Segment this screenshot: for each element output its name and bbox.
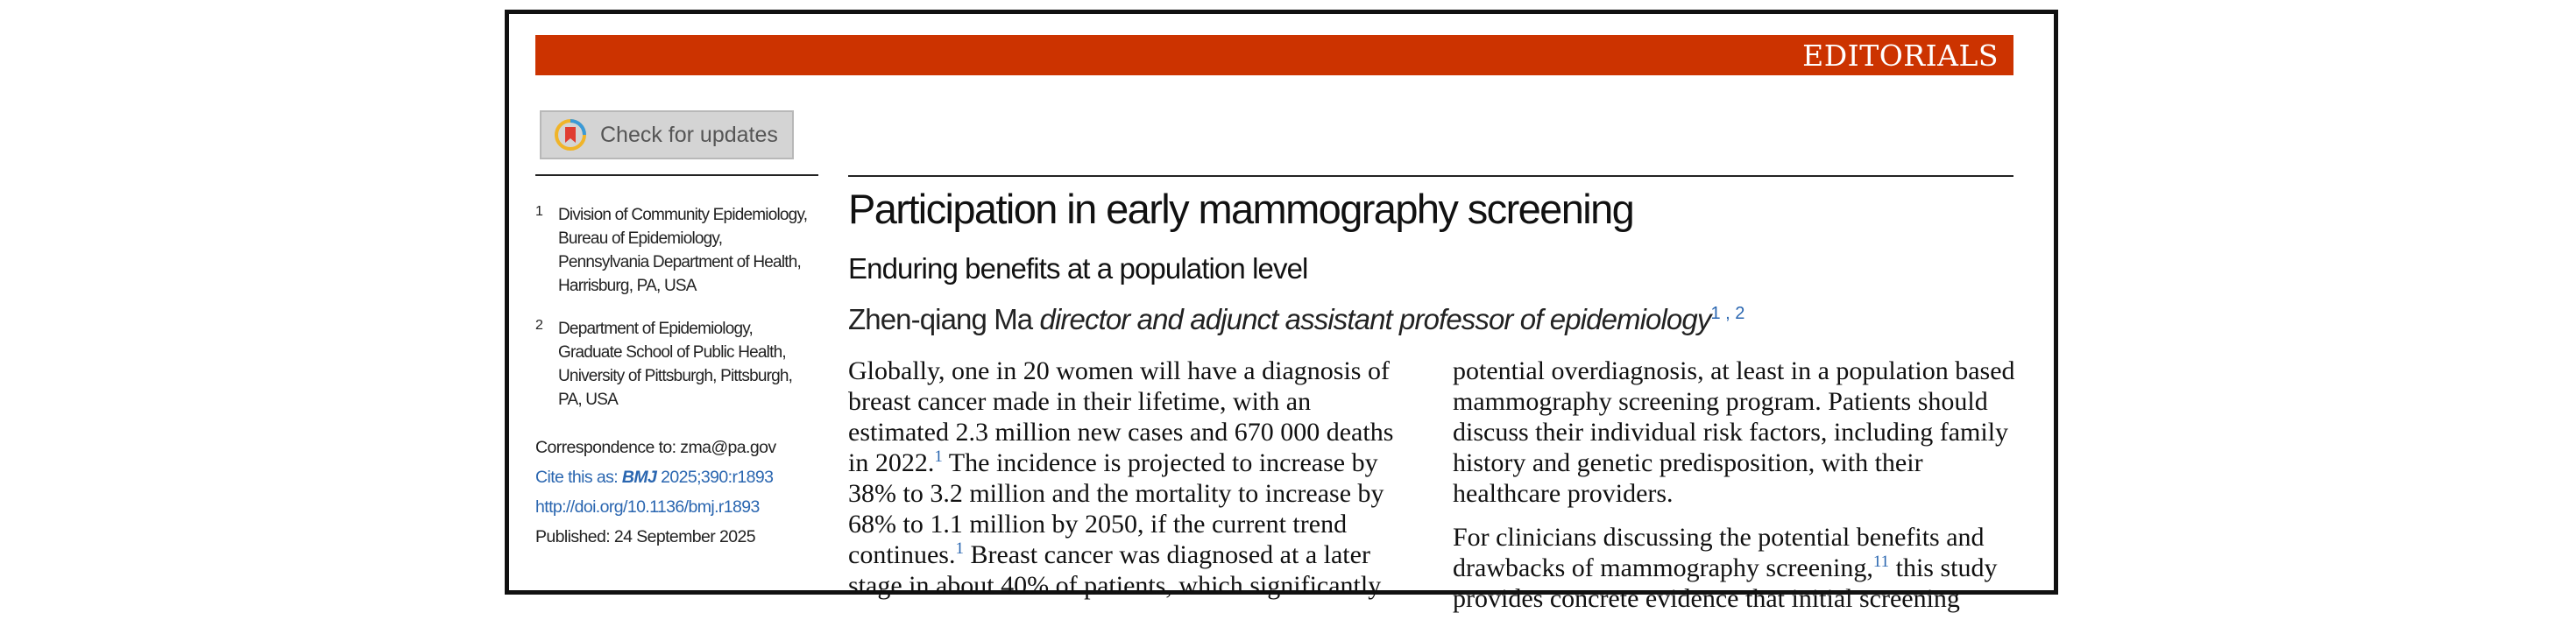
cite-reference: 2025;390:r1893 (661, 468, 774, 487)
text-run: Breast cancer was diagnosed at a later (963, 540, 1370, 569)
cite-journal: BMJ (621, 468, 657, 487)
text-line (1453, 583, 2022, 614)
text-run: continues. (848, 540, 956, 569)
text-run: The incidence is projected to increase by (942, 448, 1378, 477)
affiliation-text: Division of Community Epidemiology, Bureau of Epidemiology, Pennsylvania Department of Health, Harrisburg, PA, USA (558, 206, 808, 295)
text-run: this study (1889, 553, 1998, 582)
doi-link[interactable]: http://doi.org/10.1136/bmj.r1893 (535, 497, 760, 517)
article-page (505, 10, 2058, 613)
article-title: Participation in early mammography screening (848, 186, 1634, 232)
reference-link[interactable]: 1 (934, 447, 943, 466)
text-run: mammography screening program. Patients should (1453, 387, 1988, 416)
text-line (1453, 522, 2022, 553)
article-meta (535, 433, 824, 552)
body-paragraph (1453, 522, 2022, 614)
text-run: 38% to 3.2 million and the mortality to increase by (848, 479, 1384, 508)
text-run: history and genetic predisposition, with their (1453, 448, 1923, 477)
affiliation-item (535, 203, 824, 298)
text-line (848, 417, 1426, 447)
body-column-right (1453, 356, 2022, 627)
text-run: discuss their individual risk factors, including family (1453, 418, 2009, 447)
crossmark-icon (555, 119, 586, 151)
reference-link[interactable]: 1 (955, 539, 964, 558)
text-run: in 2022. (848, 448, 935, 477)
text-line (848, 447, 1426, 478)
author-byline (848, 303, 1744, 336)
text-line (1453, 478, 2022, 509)
text-run: stage in about 40% of patients, which significantly (848, 571, 1382, 600)
text-line (848, 386, 1426, 417)
text-run: 68% to 1.1 million by 2050, if the current trend (848, 510, 1348, 539)
author-affiliation-refs[interactable]: 1 , 2 (1710, 304, 1745, 323)
text-line (848, 356, 1426, 386)
text-run: Globally, one in 20 women will have a diagnosis of (848, 356, 1390, 385)
article-subtitle: Enduring benefits at a population level (848, 252, 1308, 285)
affiliation-item (535, 317, 824, 412)
text-run: For clinicians discussing the potential benefits and (1453, 523, 1985, 552)
text-line (1453, 386, 2022, 417)
affiliation-text: Department of Epidemiology, Graduate School of Public Health, University of Pittsburgh, Pittsburgh, PA, USA (558, 320, 793, 409)
affiliation-number: 1 (535, 204, 543, 219)
text-line (848, 539, 1426, 570)
text-run: healthcare providers. (1453, 479, 1674, 508)
affiliations (535, 203, 824, 431)
body-paragraph (848, 356, 1426, 601)
text-run: drawbacks of mammography screening, (1453, 553, 1873, 582)
author-name: Zhen-qiang Ma (848, 303, 1033, 335)
title-divider (848, 175, 2013, 177)
affiliation-number: 2 (535, 318, 543, 333)
check-for-updates-button[interactable] (540, 110, 794, 159)
text-run: provides concrete evidence that initial screening (1453, 584, 1960, 613)
text-line (848, 570, 1426, 601)
text-line (1453, 553, 2022, 583)
correspondence: Correspondence to: zma@pa.gov (535, 438, 776, 457)
check-for-updates-label: Check for updates (600, 122, 778, 147)
cite-this-as (535, 462, 824, 492)
text-line (848, 478, 1426, 509)
text-line (1453, 447, 2022, 478)
section-label: EDITORIALS (1802, 39, 1999, 73)
reference-link[interactable]: 11 (1872, 553, 1890, 571)
text-run: estimated 2.3 million new cases and 670 000 deaths (848, 418, 1394, 447)
sidebar-divider (535, 174, 818, 176)
text-line (1453, 356, 2022, 386)
published-date: Published: 24 September 2025 (535, 527, 755, 546)
text-run: breast cancer made in their lifetime, with an (848, 387, 1312, 416)
body-paragraph (1453, 356, 2022, 509)
text-line (1453, 417, 2022, 447)
text-line (848, 509, 1426, 539)
cite-prefix: Cite this as: (535, 468, 619, 487)
section-banner (535, 35, 2013, 75)
body-column-left (848, 356, 1426, 614)
author-role: director and adjunct assistant professor of epidemiology (1039, 303, 1711, 335)
text-run: potential overdiagnosis, at least in a population based (1453, 356, 2015, 385)
